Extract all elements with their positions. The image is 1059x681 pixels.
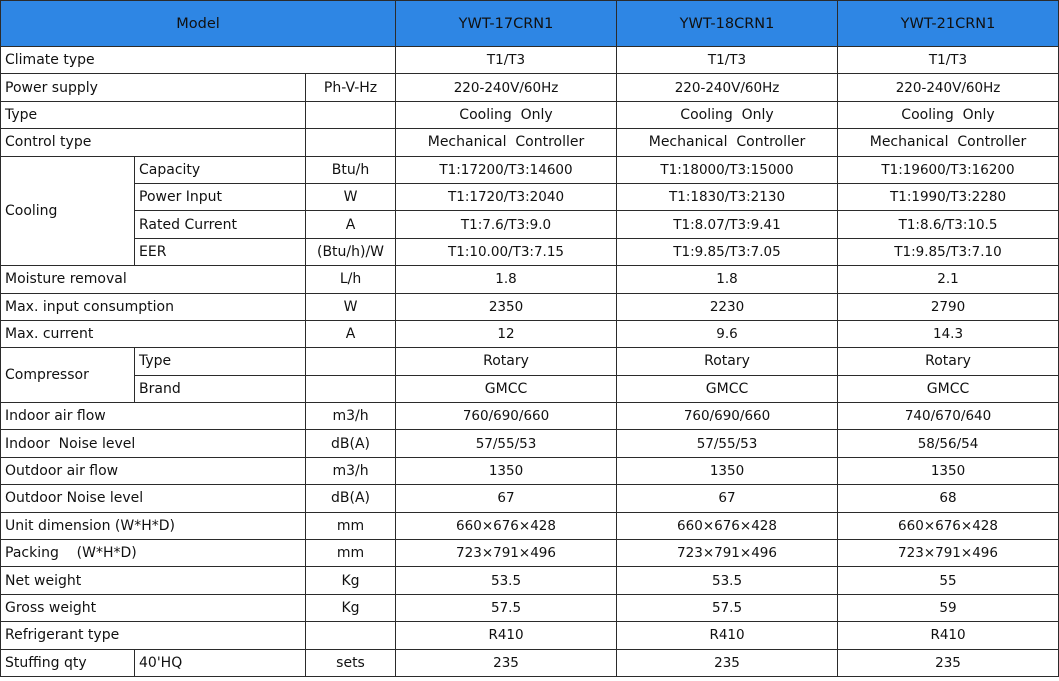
cell-value: T1:19600/T3:16200 [838,156,1059,183]
cell-value: Mechanical Controller [396,129,617,156]
cell-value: T1:7.6/T3:9.0 [396,211,617,238]
cell-value: 1350 [396,457,617,484]
cell-value: T1:1990/T3:2280 [838,183,1059,210]
cell-value: 2230 [617,293,838,320]
cell-value: T1/T3 [396,47,617,74]
unit-cell [306,348,396,375]
cell-value: 220-240V/60Hz [838,74,1059,101]
unit-cell: L/h [306,266,396,293]
cell-value: 235 [617,649,838,676]
cell-value: 220-240V/60Hz [396,74,617,101]
cell-value: 68 [838,485,1059,512]
table-row [1,238,1059,265]
cell-value: T1:9.85/T3:7.05 [617,238,838,265]
unit-cell: A [306,211,396,238]
cell-value: 1.8 [617,266,838,293]
cell-value: Cooling Only [617,101,838,128]
unit-cell: (Btu/h)/W [306,238,396,265]
cell-value: T1/T3 [838,47,1059,74]
row-label: Power Input [135,183,306,210]
cell-value: R410 [396,622,617,649]
row-label: Type [1,101,306,128]
cell-value: 1350 [838,457,1059,484]
group-label-cooling: Cooling [1,156,135,266]
unit-cell [306,101,396,128]
table-row [1,211,1059,238]
model-name: YWT-18CRN1 [617,1,838,47]
unit-cell: m3/h [306,403,396,430]
unit-cell: Ph-V-Hz [306,74,396,101]
cell-value: 57.5 [396,594,617,621]
row-label: Indoor Noise level [1,430,306,457]
table-row [1,594,1059,621]
row-label: Climate type [1,47,396,74]
cell-value: Mechanical Controller [838,129,1059,156]
cell-value: 1.8 [396,266,617,293]
table-row [1,156,1059,183]
row-label: Packing (W*H*D) [1,540,306,567]
cell-value: 9.6 [617,320,838,347]
cell-value: Rotary [396,348,617,375]
header-row [1,1,1059,47]
row-label: Brand [135,375,306,402]
cell-value: T1:8.6/T3:10.5 [838,211,1059,238]
cell-value: 2790 [838,293,1059,320]
cell-value: T1:10.00/T3:7.15 [396,238,617,265]
cell-value: R410 [617,622,838,649]
cell-value: 760/690/660 [396,403,617,430]
cell-value: 1350 [617,457,838,484]
cell-value: Mechanical Controller [617,129,838,156]
cell-value: 760/690/660 [617,403,838,430]
table-row [1,320,1059,347]
container-cell: 40'HQ [135,649,306,676]
cell-value: 235 [838,649,1059,676]
table-row [1,101,1059,128]
table-row [1,403,1059,430]
cell-value: Rotary [617,348,838,375]
cell-value: Cooling Only [838,101,1059,128]
row-label: Max. current [1,320,306,347]
unit-cell: m3/h [306,457,396,484]
unit-cell: mm [306,512,396,539]
cell-value: T1:1720/T3:2040 [396,183,617,210]
unit-cell: Btu/h [306,156,396,183]
row-label: Unit dimension (W*H*D) [1,512,306,539]
row-label: Stuffing qty [1,649,135,676]
cell-value: 660×676×428 [396,512,617,539]
table-row [1,266,1059,293]
cell-value: 67 [617,485,838,512]
table-row [1,457,1059,484]
cell-value: 57/55/53 [396,430,617,457]
unit-cell: dB(A) [306,430,396,457]
unit-cell [306,129,396,156]
unit-cell [306,622,396,649]
cell-value: 2350 [396,293,617,320]
table-row [1,485,1059,512]
group-label-compressor: Compressor [1,348,135,403]
cell-value: 220-240V/60Hz [617,74,838,101]
cell-value: Cooling Only [396,101,617,128]
table-row [1,540,1059,567]
row-label: EER [135,238,306,265]
cell-value: R410 [838,622,1059,649]
cell-value: 14.3 [838,320,1059,347]
unit-cell [306,375,396,402]
table-row [1,348,1059,375]
cell-value: 723×791×496 [396,540,617,567]
cell-value: Rotary [838,348,1059,375]
cell-value: 723×791×496 [838,540,1059,567]
row-label: Rated Current [135,211,306,238]
table-row [1,293,1059,320]
cell-value: T1:17200/T3:14600 [396,156,617,183]
model-header: Model [1,1,396,47]
cell-value: T1:1830/T3:2130 [617,183,838,210]
cell-value: 740/670/640 [838,403,1059,430]
unit-cell: mm [306,540,396,567]
cell-value: 12 [396,320,617,347]
cell-value: 55 [838,567,1059,594]
table-row [1,512,1059,539]
table-row [1,74,1059,101]
model-name: YWT-21CRN1 [838,1,1059,47]
unit-cell: W [306,293,396,320]
unit-cell: A [306,320,396,347]
cell-value: 660×676×428 [617,512,838,539]
row-label: Control type [1,129,306,156]
unit-cell: W [306,183,396,210]
row-label: Indoor air flow [1,403,306,430]
cell-value: 57/55/53 [617,430,838,457]
row-label: Outdoor Noise level [1,485,306,512]
cell-value: T1/T3 [617,47,838,74]
cell-value: 235 [396,649,617,676]
cell-value: 53.5 [617,567,838,594]
model-name: YWT-17CRN1 [396,1,617,47]
table-row [1,622,1059,649]
cell-value: GMCC [838,375,1059,402]
row-label: Moisture removal [1,266,306,293]
cell-value: 58/56/54 [838,430,1059,457]
row-label: Refrigerant type [1,622,306,649]
cell-value: GMCC [617,375,838,402]
cell-value: 723×791×496 [617,540,838,567]
cell-value: T1:18000/T3:15000 [617,156,838,183]
table-row [1,183,1059,210]
table-row [1,375,1059,402]
unit-cell: sets [306,649,396,676]
unit-cell: Kg [306,594,396,621]
cell-value: T1:9.85/T3:7.10 [838,238,1059,265]
row-label: Gross weight [1,594,306,621]
unit-cell: Kg [306,567,396,594]
cell-value: 2.1 [838,266,1059,293]
table-row [1,430,1059,457]
table-row [1,129,1059,156]
cell-value: 59 [838,594,1059,621]
cell-value: T1:8.07/T3:9.41 [617,211,838,238]
unit-cell: dB(A) [306,485,396,512]
cell-value: 53.5 [396,567,617,594]
table-row [1,567,1059,594]
row-label: Capacity [135,156,306,183]
row-label: Type [135,348,306,375]
table-row [1,649,1059,676]
row-label: Max. input consumption [1,293,306,320]
table-row [1,47,1059,74]
row-label: Outdoor air flow [1,457,306,484]
row-label: Power supply [1,74,306,101]
cell-value: GMCC [396,375,617,402]
cell-value: 67 [396,485,617,512]
row-label: Net weight [1,567,306,594]
cell-value: 660×676×428 [838,512,1059,539]
cell-value: 57.5 [617,594,838,621]
